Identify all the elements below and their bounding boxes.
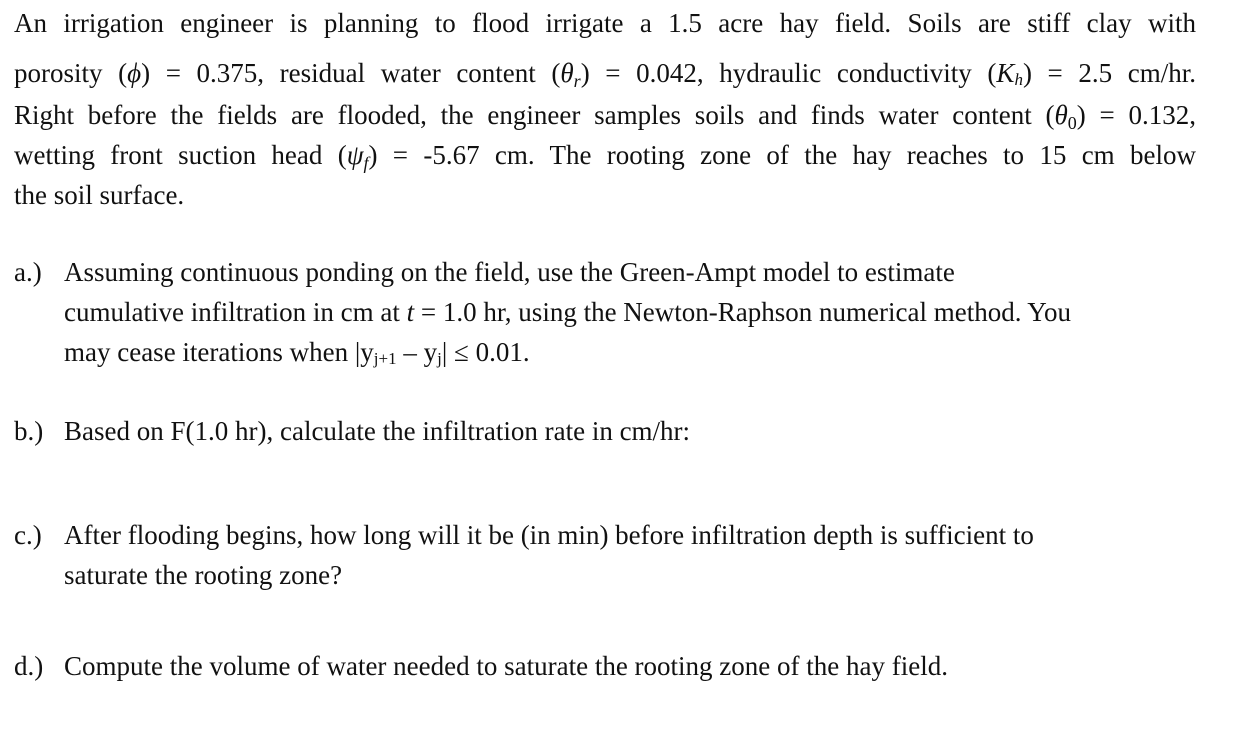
question-c-line-1: After flooding begins, how long will it be (in min) before infiltration depth is sufficient to bbox=[64, 520, 1034, 550]
question-b-line-1: Based on F(1.0 hr), calculate the infiltration rate in cm/hr: bbox=[64, 416, 691, 446]
intro-line-1: An irrigation engineer is planning to flood irrigate a 1.5 acre hay field. Soils are stiff clay with bbox=[14, 8, 1196, 38]
question-b-label: b.) bbox=[14, 416, 44, 446]
question-d-line-1: Compute the volume of water needed to saturate the rooting zone of the hay field. bbox=[64, 651, 948, 681]
question-a-line-2: cumulative infiltration in cm at t = 1.0 hr, using the Newton-Raphson numerical method. You bbox=[64, 297, 1072, 327]
question-a-label: a.) bbox=[14, 257, 42, 287]
intro-line-2: porosity (ϕ) = 0.375, residual water content $(\theta_r) = 0.042$, hydraulic conductivity $(K_h) = 2.5$ cm/hr. bbox=[14, 58, 1196, 91]
question-a-line-3: may cease iterations when $|y_{j+1} - y_j| \le 0.01$. bbox=[64, 337, 530, 368]
question-a-line-1: Assuming continuous ponding on the field, use the Green-Ampt model to estimate bbox=[64, 257, 955, 287]
question-d-label: d.) bbox=[14, 651, 44, 681]
question-c-label: c.) bbox=[14, 520, 42, 550]
intro-line-4: wetting front suction head $(\psi_f) = -5.67$ cm. The rooting zone of the hay reaches to 15 cm below bbox=[14, 140, 1196, 173]
intro-line-3: Right before the fields are flooded, the engineer samples soils and finds water content $(\theta_0) = 0.132$, bbox=[14, 100, 1196, 133]
question-c-line-2: saturate the rooting zone? bbox=[64, 560, 343, 590]
intro-line-5: the soil surface. bbox=[14, 180, 185, 210]
